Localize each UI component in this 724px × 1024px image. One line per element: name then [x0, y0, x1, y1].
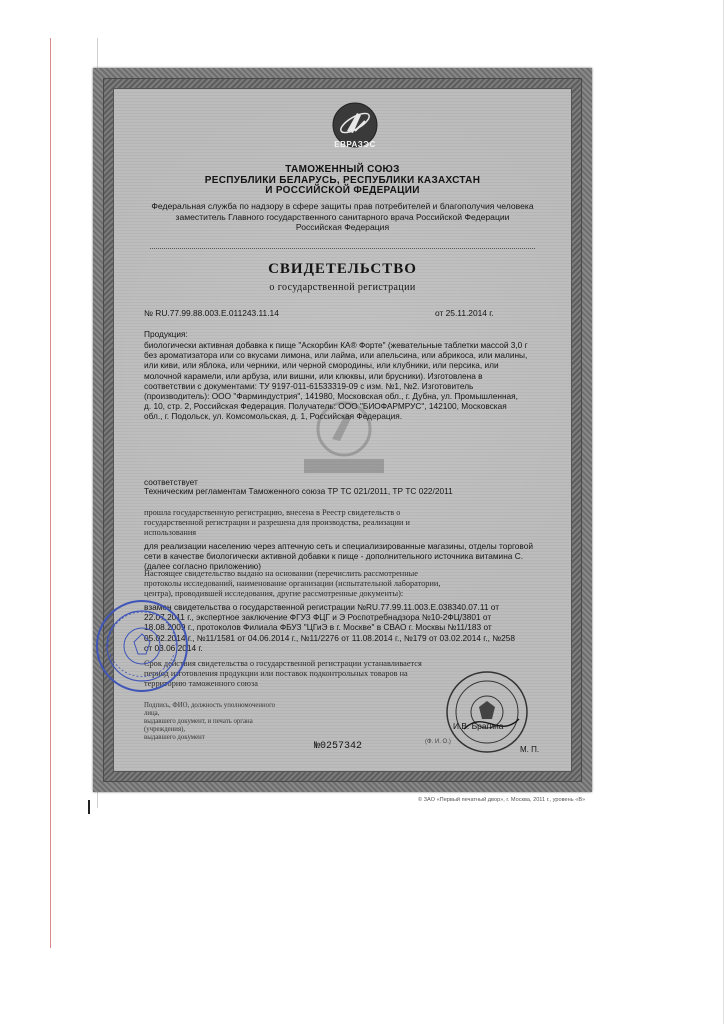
registration-status — [144, 508, 565, 539]
signer-name: И.В. Брагина — [453, 721, 504, 731]
eurasec-watermark-icon — [284, 399, 404, 479]
union-title-line: И РОССИЙСКОЙ ФЕДЕРАЦИИ — [265, 185, 420, 196]
validity-line: Срок действия свидетельства о государственной регистрации устанавливается — [144, 659, 422, 668]
registration-line — [144, 308, 551, 318]
basis-document-line: 22.07.2011 г., экспертное заключение ФГУЗ ФЦГ и Э Роспотребнадзора №10-2ФЦ/3801 от — [144, 612, 492, 623]
products-line: или киви, или яблока, или черники, или черной смородины, или клубники, или персика, или — [144, 360, 499, 371]
products-line: (производитель): ООО "Фарминдустрия", 141980, Московская обл., г. Дубна, ул. Промышленная, — [144, 391, 518, 402]
eurasec-logo — [325, 101, 385, 157]
printer-footer: © ЗАО «Первый печатный двор», г. Москва, 2011 г., уровень «В» — [418, 797, 586, 803]
basis-line: Настоящее свидетельство выдано на основании (перечислить рассмотренные — [144, 569, 418, 578]
usage-line: для реализации населению через аптечную сеть и специализированные магазины, отделы торговой — [144, 541, 533, 551]
signer-caption — [144, 702, 281, 742]
signer-caption-line: Подпись, ФИО, должность уполномоченного лица, — [144, 702, 276, 717]
products-line: обл., г. Подольск, ул. Комсомольская, д. 1, Российская Федерация. — [144, 411, 403, 422]
status-line: государственной регистрации и разрешена для производства, реализации и — [144, 518, 410, 528]
basis-document-line: 05.02.2014 г., №11/1581 от 04.06.2014 г., №11/2276 от 11.08.2014 г., №179 от 03.02.2014 г., №258 — [144, 632, 515, 643]
products-line: соответствии с документами: ТУ 9197-011-61533319-09 с изм. №1, №2. Изготовитель — [144, 380, 474, 391]
official-seal-icon — [444, 669, 530, 755]
basis-line: протоколы исследований, наименование организации (испытательной лаборатории, — [144, 579, 441, 589]
corresponds-label: соответствует — [144, 477, 198, 487]
basis-document-line: от 03.06.2014 г. — [144, 642, 203, 653]
usage-line: (далее согласно приложению) — [144, 561, 261, 572]
issuing-authority — [120, 201, 565, 233]
basis-document-line: 18.08.2009 г., протоколов Филиала ФБУЗ "ЦГиЭ в г. Москве" в СВАО г. Москвы №11/183 от — [144, 622, 492, 633]
document-subtitle: о государственной регистрации — [269, 282, 416, 293]
blank-serial-number: №0257342 — [314, 741, 363, 752]
page-tick-mark — [88, 800, 90, 814]
basis-line: центра), проводившей исследования, другие рассмотренные документы): — [144, 589, 404, 599]
blue-round-stamp-icon — [94, 598, 190, 694]
usage-line: сети в качестве биологически активной добавки к пище - дополнительного источника витамина С. — [144, 551, 523, 562]
status-line: прошла государственную регистрацию, внесена в Реестр свидетельств о — [144, 508, 401, 517]
logo-text: ЕВРАЗЭС — [334, 140, 376, 149]
products-line: биологически активная добавка к пище "Аскорбин КА® Форте" (жевательные таблетки массой 3,0 г — [144, 340, 528, 350]
basis-document-line: взамен свидетельства о государственной регистрации №RU.77.99.11.003.Е.038340.07.11 от — [144, 602, 499, 612]
union-title-line: РЕСПУБЛИКИ БЕЛАРУСЬ, РЕСПУБЛИКИ КАЗАХСТАН — [204, 174, 481, 186]
products-line: д. 10, стр. 2, Российская Федерация. Получатель: ООО "БИОФАРМРУС", 142100, Московская — [144, 401, 507, 412]
status-line: использования — [144, 528, 197, 538]
union-title — [120, 165, 565, 197]
products-line: молочной карамели, или арбуза, или вишни, или клюквы, или брусники). Изготовлена в — [144, 370, 483, 381]
registration-date: от 25.11.2014 г. — [435, 308, 494, 318]
authority-line: Российская Федерация — [295, 222, 390, 232]
document-title: СВИДЕТЕЛЬСТВО — [268, 261, 417, 277]
products-label: Продукция: — [144, 329, 188, 339]
signature-caption: (Ф. И. О.) — [425, 739, 451, 745]
margin-line-red — [50, 38, 51, 948]
signer-caption-line: выдавшего документ — [144, 734, 205, 741]
basis-documents — [144, 602, 565, 653]
union-title-line: ТАМОЖЕННЫЙ СОЮЗ — [285, 164, 400, 175]
technical-regulations: Техническим регламентам Таможенного союза ТР ТС 021/2011, ТР ТС 022/2011 — [144, 486, 453, 496]
separator-line — [150, 248, 535, 250]
validity-line: период изготовления продукции или поставок подконтрольных товаров на — [144, 669, 408, 679]
validity-line: территорию таможенного союза — [144, 679, 258, 689]
stamp-place-label: М. П. — [520, 745, 540, 754]
usage-description — [144, 541, 565, 572]
registration-number: № RU.77.99.88.003.Е.011243.11.14 — [144, 308, 279, 318]
authority-line: заместитель Главного государственного санитарного врача Российской Федерации — [175, 211, 510, 222]
basis-heading — [144, 569, 565, 600]
signer-caption-line: выдавшего документ, и печать органа (учреждения), — [144, 718, 253, 733]
products-line: без ароматизатора или со вкусами лимона, или лайма, или апельсина, или абрикоса, или малины, — [144, 350, 528, 361]
authority-line: Федеральная служба по надзору в сфере защиты прав потребителей и благополучия человека — [151, 201, 534, 211]
